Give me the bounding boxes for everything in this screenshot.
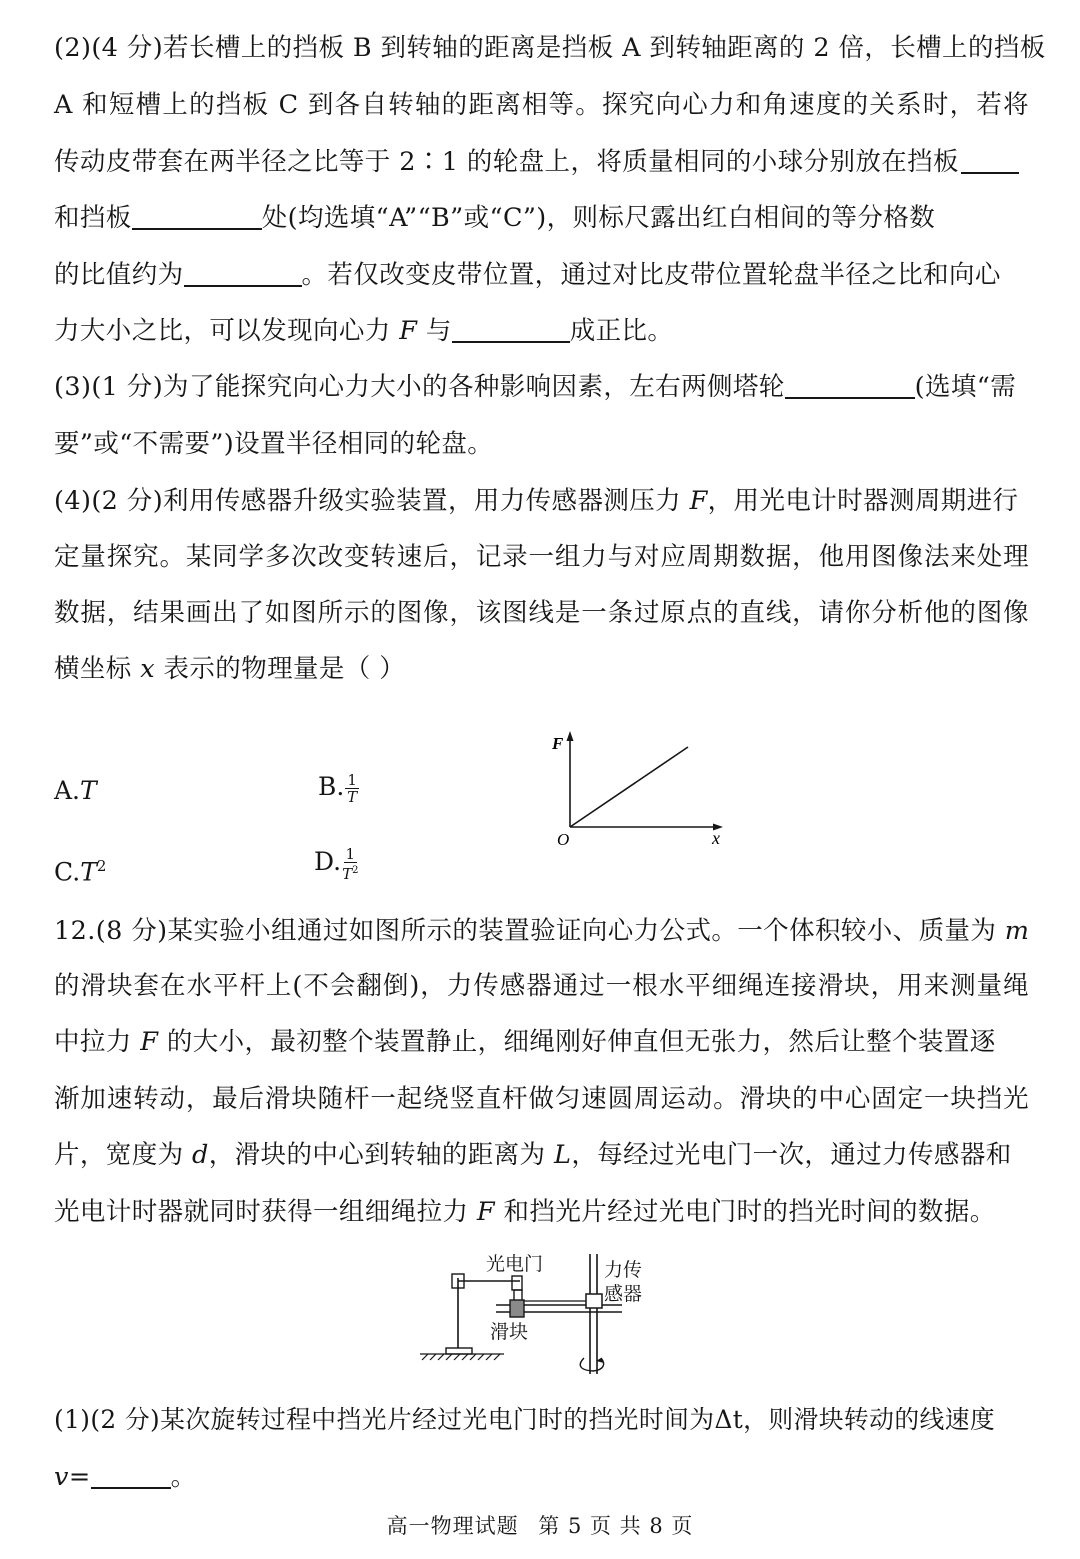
- x-axis-label: x: [712, 828, 720, 848]
- text: ，滑块的中心到转轴的距离为: [208, 1140, 554, 1170]
- text: 的比值约为: [54, 260, 184, 290]
- f-x-graph: [548, 727, 738, 852]
- text: 成正比。: [569, 316, 674, 346]
- answer-blank[interactable]: [785, 371, 915, 399]
- q12-line2: 的滑块套在水平杆上(不会翻倒)，力传感器通过一根水平细绳连接滑块，用来测量绳: [54, 971, 1029, 1001]
- q12-line4: 渐加速转动，最后滑块随杆一起绕竖直杆做匀速圆周运动。滑块的中心固定一块挡光: [54, 1084, 1029, 1114]
- option-a[interactable]: [54, 774, 97, 808]
- fraction: [345, 772, 359, 805]
- option-value: T: [80, 776, 97, 805]
- sensor-label-line1: 力传: [604, 1259, 643, 1281]
- q12-line1: [54, 914, 1029, 948]
- q11-part4-line3: 数据，结果画出了如图所示的图像，该图线是一条过原点的直线，请你分析他的图像: [54, 598, 1029, 628]
- q11-part4-line1: [54, 484, 1029, 518]
- q11-part3-line1: [54, 370, 1029, 404]
- answer-blank[interactable]: [132, 202, 262, 230]
- fraction: [342, 846, 358, 882]
- denominator: [342, 863, 358, 882]
- footer-page-number: 第 5 页 共 8 页: [538, 1514, 694, 1538]
- var-v: v: [54, 1462, 69, 1492]
- q12-line5: [54, 1138, 1029, 1172]
- option-label: A.: [54, 776, 81, 805]
- option-c[interactable]: [54, 849, 106, 889]
- var-F: F: [140, 1027, 159, 1057]
- text: 。: [170, 1462, 197, 1492]
- q11-part4-line2: 定量探究。某同学多次改变转速后，记录一组力与对应周期数据，他用图像法来处理: [54, 542, 1029, 572]
- q12-part1-line1: (1)(2 分)某次旋转过程中挡光片经过光电门时的挡光时间为Δt，则滑块转动的线速度: [54, 1405, 996, 1434]
- q11-part2-line3: [54, 145, 1029, 179]
- option-label: B.: [318, 772, 345, 801]
- text: 的大小，最初整个装置静止，细绳刚好伸直但无张力，然后让整个装置逐: [158, 1027, 996, 1057]
- var-m: m: [1004, 916, 1030, 946]
- q11-part2-line2: A 和短槽上的挡板 C 到各自转轴的距离相等。探究向心力和角速度的关系时，若将: [54, 90, 1029, 120]
- text: ，用光电计时器测周期进行: [707, 486, 1019, 516]
- text: 和挡光片经过光电门时的挡光时间的数据。: [495, 1197, 996, 1227]
- slider-block: [510, 1300, 524, 1317]
- text: 中拉力: [54, 1027, 141, 1057]
- var-d: d: [192, 1140, 209, 1170]
- y-axis-arrow: [567, 731, 574, 741]
- sensor-label-line2: 感器: [604, 1283, 643, 1305]
- text: 处(均选填“A”“B”或“C”)，则标尺露出红白相间的等分格数: [261, 203, 936, 233]
- q11-part2-line4: [54, 201, 1029, 235]
- text: 与: [417, 316, 452, 346]
- numerator: 1: [345, 844, 356, 863]
- text: (3)(1 分)为了能探究向心力大小的各种影响因素，左右两侧塔轮: [54, 372, 785, 402]
- text: (4)(2 分)利用传感器升级实验装置，用力传感器测压力: [54, 486, 690, 516]
- footer-title: 高一物理试题: [386, 1514, 519, 1538]
- text: 片，宽度为: [54, 1140, 193, 1170]
- stand-base: [446, 1348, 472, 1354]
- page-footer: [0, 1512, 1080, 1540]
- answer-blank[interactable]: [184, 259, 302, 287]
- var-L: L: [553, 1140, 572, 1170]
- denominator-var: T: [342, 864, 353, 883]
- text: 表示的物理量是（ ）: [155, 654, 406, 684]
- exponent: 2: [352, 864, 359, 876]
- var-x: x: [140, 654, 155, 684]
- q12-part1-line2: [54, 1460, 1029, 1494]
- denominator: T: [347, 788, 358, 806]
- apparatus-figure: [412, 1250, 672, 1390]
- text: ，每经过光电门一次，通过力传感器和: [571, 1140, 1012, 1170]
- q12-line6: [54, 1195, 1029, 1229]
- var-F: F: [476, 1197, 496, 1227]
- var-F: F: [399, 316, 418, 346]
- q11-part2-line5: [54, 258, 1029, 292]
- text: 12.(8 分)某实验小组通过如图所示的装置验证向心力公式。一个体积较小、质量为: [54, 916, 1005, 946]
- photogate-head: [512, 1276, 522, 1290]
- y-axis-label: F: [552, 734, 564, 753]
- text: 光电计时器就同时获得一组细绳拉力: [54, 1197, 477, 1227]
- text: (选填“需: [914, 372, 1017, 402]
- answer-blank[interactable]: [961, 146, 1019, 174]
- force-sensor: [586, 1294, 602, 1308]
- answer-blank[interactable]: [452, 315, 570, 343]
- option-b[interactable]: [318, 770, 359, 805]
- numerator: 1: [347, 771, 357, 789]
- option-d[interactable]: [314, 845, 359, 882]
- photogate-label: 光电门: [486, 1253, 544, 1275]
- q11-part2-line6: [54, 314, 1029, 348]
- var-F: F: [689, 486, 708, 516]
- text: 。若仅改变皮带位置，通过对比皮带位置轮盘半径之比和向心: [301, 260, 1001, 290]
- equals: =: [68, 1462, 91, 1492]
- q11-part3-line2: 要”或“不需要”)设置半径相同的轮盘。: [54, 429, 494, 459]
- option-label: D.: [314, 847, 342, 876]
- graph-line: [570, 747, 688, 827]
- option-label: C.: [54, 857, 81, 887]
- text: 力大小之比，可以发现向心力: [54, 316, 400, 346]
- text: 横坐标: [54, 654, 141, 684]
- q11-part2-line1: (2)(4 分)若长槽上的挡板 B 到转轴的距离是挡板 A 到转轴距离的 2 倍，长槽上的挡板: [54, 33, 1046, 63]
- answer-blank[interactable]: [91, 1461, 171, 1489]
- text: 和挡板: [54, 203, 132, 233]
- text: 传动皮带套在两半径之比等于 2∶1 的轮盘上，将质量相同的小球分别放在挡板: [54, 147, 959, 177]
- option-value: T: [80, 857, 97, 887]
- slider-label: 滑块: [490, 1321, 529, 1343]
- q11-part4-line4: [54, 652, 1029, 686]
- ground: [420, 1354, 504, 1360]
- origin-label: O: [557, 830, 570, 849]
- q12-line3: [54, 1025, 1029, 1059]
- exponent: 2: [96, 857, 107, 875]
